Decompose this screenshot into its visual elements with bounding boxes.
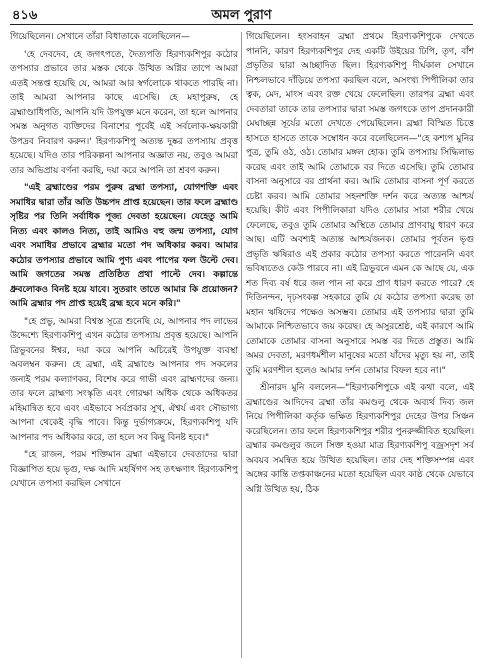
paragraph: "হে রাজন, পরম শক্তিমান ব্রহ্মা এইভাবে দেবতাদের দ্বারা বিজ্ঞাপিত হয়ে ভৃগু, দক্ষ আদি মহর্ষিগণ সহ তৎক্ষণাৎ হিরণ্যকশিপু যেখানে তপস্যা করছিল সেখানে [10,450,238,489]
paragraph: শ্রীনারদ মুনি বললেন—"হিরণ্যকশিপুকে এই কথা বলে, এই ব্রহ্মাণ্ডের আদিদেব ব্রহ্মা তাঁর কমণ্ডলু থেকে অব্যর্থ দিব্য জল নিয়ে পিপীলিকা কর্তৃক ভক্ষিত হিরণ্যকশিপুর দেহের উপর সিঞ্চন করেছিলেন। তার ফলে হিরণ্যকশিপুর শরীর পুনরুজ্জীবিত হয়েছিল। ব্রহ্মার কমণ্ডলুর জলে সিক্ত হওয়া মাত্র হিরণ্যকশিপু বজ্রসদৃশ সর্ব অবয়ব সমন্বিত হয়ে উত্থিত হয়েছিল। তার দেহ শক্তিসম্পন্ন এবং অঙ্গের কান্তি তপ্তকাঞ্চনের মতো হয়েছিল এবং কাষ্ঠ থেকে যেভাবে অগ্নি উত্থিত হয়, ঠিক [246,383,474,495]
paragraph: "হে প্রভু, আমরা বিশ্বস্ত সূত্রে শুনেছি যে, আপনার পদ লাভের উদ্দেশ্যে হিরণ্যকশিপু এখন কঠোর তপস্যায় প্রবৃত্ত হয়েছে। আপনি ত্রিভুবনের ঈশ্বর, দয়া করে আপনি অচিরেই উপযুক্ত ব্যবস্থা অবলম্বন করুন। হে ব্রহ্মা, এই ব্রহ্মাণ্ডে আপনার পদ সকলের জন্যই পরম কল্যাণকর, বিশেষ করে গাভী এবং ব্রাহ্মণদের জন্য। তার ফলে ব্রাহ্মণ্য সংস্কৃতি এবং গোরক্ষা অধিক থেকে অধিকতর মহিমান্বিত হবে এবং এইভাবে সর্বপ্রকার সুখ, ঐশ্বর্য এবং সৌভাগ্য আপনা থেকেই বৃদ্ধি পাবে। কিন্তু দুর্ভাগ্যক্রমে, হিরণ্যকশিপু যদি আপনার পদ অধিকার করে, তা হলে সব কিছু বিনষ্ট হবে।" [10,316,238,443]
paragraph: গিয়েছিলেন। সেখানে তাঁরা বিধাতাকে বলেছিলেন— [10,32,190,42]
page-number: ৪১৬ [12,8,38,23]
header-rule [10,24,473,25]
paragraph: "এই ব্রহ্মাণ্ডের পরম পুরুষ ব্রহ্মা তপস্যা, যোগশক্তি এবং সমাধির দ্বারা তাঁর অতি উচ্চপদ প্রাপ্ত হয়েছেন। তার ফলে ব্রহ্মাণ্ড সৃষ্টির পর তিনি সর্বাধিক পূজ্য দেবতা হয়েছেন। যেহেতু আমি নিত্য এবং কালও নিত্য, তাই আমিও বহু জন্ম তপস্যা, যোগ এবং সমাধির প্রভাবে ব্রহ্মার মতো পদ অধিকার করব। আমার কঠোর তপস্যার প্রভাবে আমি পুণ্য এবং পাপের ফল উল্টে দেব। আমি জগতের সমস্ত প্রতিষ্ঠিত প্রথা পাল্টে দেব। কল্পান্তে ধ্রুবলোকও বিনষ্ট হয়ে যাবে। সুতরাং তাতে আমার কি প্রয়োজন? আমি ব্রহ্মার পদ প্রাপ্ত হয়েই ব্রহ্ম হবে মনে করি।" [10,183,238,309]
left-column [10,30,238,662]
column-divider [241,32,242,658]
right-column [246,30,474,662]
paragraph: 'হে দেবদেব, হে জগৎপতে, দৈত্যপতি হিরণ্যকশিপুর কঠোর তপস্যার প্রভাবে তার মস্তক থেকে উত্থিত অগ্নির তাপে আমরা এতই সন্তপ্ত হয়েছি যে, আমরা আর স্বর্গলোকে থাকতে পারছি না। তাই আমরা আপনার কাছে এসেছি। হে মহাপুরুষ, হে ব্রহ্মাণ্ডাধিপতি, আপনি যদি উপযুক্ত মনে করেন, তা হলে আপনার সমস্ত অনুগত ব্যক্তিদের বিনাশের পূর্বেই এই সর্বলোক-ক্ষয়কারী উপদ্রব নিবারণ করুন।' হিরণ্যকশিপু অত্যন্ত দুষ্কর তপস্যায় প্রবৃত্ত হয়েছে। যদিও তার পরিকল্পনা আপনার অজ্ঞাত নয়, তবুও আমরা তার অভিপ্রায় বর্ণনা করছি, দয়া করে আপনি তা শ্রবণ করুন। [10,49,238,176]
page-header [12,4,471,26]
running-title: অমল পুরাণ [211,8,272,23]
paragraph: গিয়েছিলেন। হংসবাহন ব্রহ্মা প্রথমে হিরণ্যকশিপুকে দেখতে পাননি, কারণ হিরণ্যকশিপুর দেহ একটি উইয়ের ঢিপি, তৃণ, বাঁশ প্রভৃতির দ্বারা আচ্ছাদিত ছিল। হিরণ্যকশিপু দীর্ঘকাল সেখানে নিশ্চলভাবে দাঁড়িয়ে তপস্যা করছিল বলে, অসংখ্য পিপীলিকা তার ত্বক, মেদ, মাংস এবং রক্ত খেয়ে ফেলেছিল। তারপর ব্রহ্মা এবং দেবতারা তাকে তার তপস্যার দ্বারা সমস্ত জগৎকে তাপ প্রদানকারী মেঘাচ্ছন্ন সূর্যের মতো দেখতে পেয়েছিলেন। ব্রহ্মা বিস্মিত চিত্তে হাসতে হাসতে তাকে সম্বোধন করে বলেছিলেন—"হে কশ্যপ মুনির পুত্র, তুমি ওঠ, ওঠ। তোমার মঙ্গল হোক। তুমি তপস্যায় সিদ্ধিলাভ করেছ এবং তাই আমি তোমাকে বর দিতে এসেছি। তুমি তোমার বাসনা অনুসারে বর প্রার্থনা কর। আমি তোমার বাসনা পূর্ণ করতে চেষ্টা করব। আমি তোমার সহনশক্তি দর্শন করে অত্যন্ত আশ্চর্য হয়েছি। কীট এবং পিপীলিকারা যদিও তোমার সারা শরীর খেয়ে ফেলেছে, তবুও তুমি তোমার অস্থিতে তোমার প্রাণবায়ু ধারণ করে আছ। এটি অবশ্যই অত্যন্ত আশ্চর্যজনক। তোমার পূর্বতন ভৃগু প্রভৃতি ঋষিরাও এই প্রকার কঠোর তপস্যা করতে পারেননি এবং ভবিষ্যতেও কেউ পারবে না। এই ত্রিভুবনে এমন কে আছে যে, এক শত দিব্য বর্ষ ধরে জল পান না করে প্রাণ ধারণ করতে পারে? হে দিতিনন্দন, দৃঢ়সংকল্প সহকারে তুমি যে কঠোর তপস্যা করেছ তা মহান ঋষিদের পক্ষেও অসম্ভব। তোমার এই তপস্যার দ্বারা তুমি আমাকে নিশ্চিতভাবে জয় করেছ। হে অসুরশ্রেষ্ঠ, এই কারণে আমি তোমাকে তোমার বাসনা অনুসারে সমস্ত বর দিতে প্রস্তুত। আমি অমর দেবতা, মরণধর্মশীল মানুষের মতো যাঁদের মৃত্যু হয় না, তাই তুমি মরণশীল হলেও আমার দর্শন তোমার বিফল হবে না।" [246,32,474,376]
